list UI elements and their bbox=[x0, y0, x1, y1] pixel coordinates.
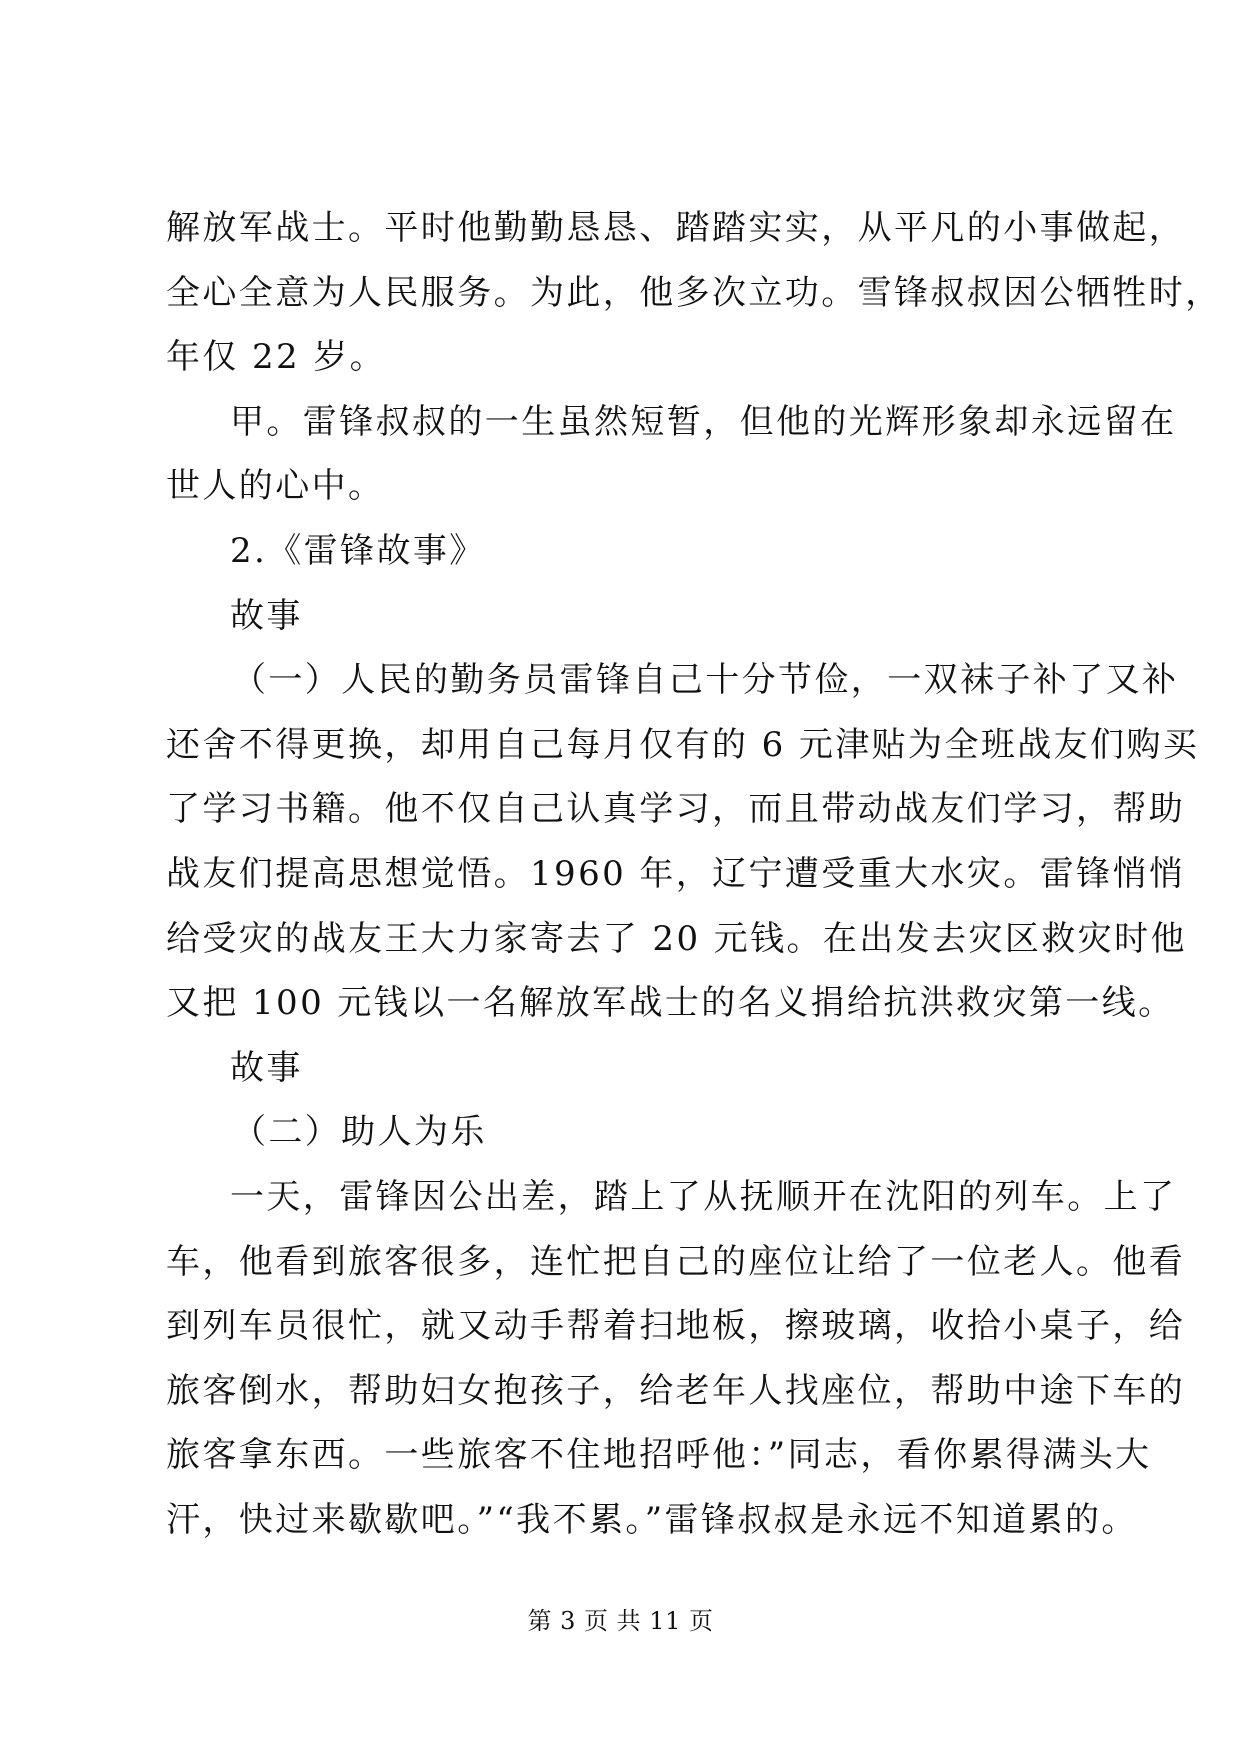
text-line-4: 甲。雷锋叔叔的一生虽然短暂，但他的光辉形象却永远留在 bbox=[230, 401, 1177, 442]
text-line-2: 全心全意为人民服务。为此，他多次立功。雪锋叔叔因公牺牲时， bbox=[166, 272, 1222, 313]
story-two-first-line: 一天，雷锋因公出差，踏上了从抚顺开在沈阳的列车。上了 bbox=[230, 1176, 1177, 1217]
text-line-3: 年仅 22 岁。 bbox=[166, 337, 387, 378]
text-line-18: 到列车员很忙，就又动手帮着扫地板，擦玻璃，收拾小桌子，给 bbox=[166, 1306, 1186, 1347]
section-heading: 2.《雷锋故事》 bbox=[230, 530, 486, 571]
text-line-11: 战友们提高思想觉悟。1960 年，辽宁遭受重大水灾。雷锋悄悄 bbox=[166, 853, 1186, 894]
text-line-20: 旅客拿东西。一些旅客不住地招呼他：”同志，看你累得满头大 bbox=[166, 1435, 1152, 1476]
text-line-12: 给受灾的战友王大力家寄去了 20 元钱。在出发去灾区救灾时他 bbox=[166, 918, 1187, 959]
text-line-1: 解放军战士。平时他勤勤恳恳、踏踏实实，从平凡的小事做起， bbox=[166, 208, 1186, 248]
text-line-5: 世人的心中。 bbox=[166, 466, 385, 507]
text-line-17: 车，他看到旅客很多，连忙把自己的座位让给了一位老人。他看 bbox=[166, 1241, 1186, 1282]
page-number-footer: 第 3 页 共 11 页 bbox=[527, 1607, 714, 1635]
text-line-19: 旅客倒水，帮助妇女抱孩子，给老年人找座位，帮助中途下车的 bbox=[166, 1370, 1186, 1411]
document-body bbox=[166, 196, 1222, 1552]
story-label-1: 故事 bbox=[230, 595, 303, 636]
text-line-13: 又把 100 元钱以一名解放军战士的名义捐给抗洪救灾第一线。 bbox=[166, 983, 1175, 1024]
story-label-2: 故事 bbox=[230, 1047, 303, 1088]
story-two-title: （二）助人为乐 bbox=[232, 1112, 487, 1153]
story-one-first-line: （一）人民的勤务员雷锋自己十分节俭，一双袜子补了又补 bbox=[232, 660, 1179, 701]
text-line-9: 还舍不得更换，却用自己每月仅有的 6 元津贴为全班战友们购买 bbox=[166, 724, 1200, 765]
text-line-21: 汗，快过来歇歇吧。”“我不累。”雷锋叔叔是永远不知道累的。 bbox=[166, 1499, 1138, 1540]
text-line-10: 了学习书籍。他不仅自己认真学习，而且带动战友们学习，帮助 bbox=[166, 789, 1186, 830]
